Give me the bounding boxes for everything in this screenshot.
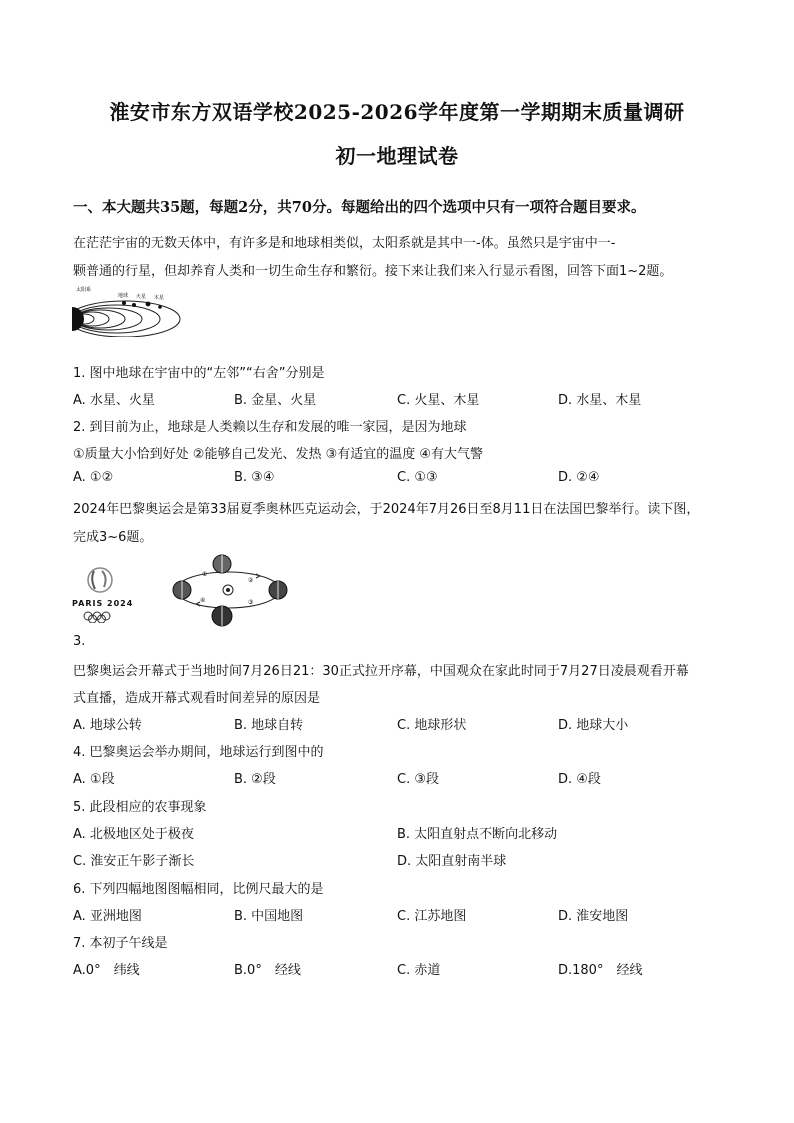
q6-option-a[interactable]: A. 亚洲地图	[73, 909, 142, 924]
q6-option-d[interactable]: D. 淮安地图	[558, 909, 629, 924]
solar-system-figure	[72, 285, 184, 337]
svg-text:②: ②	[248, 577, 254, 584]
q3-line1: 巴黎奥运会开幕式于当地时间7月26日21：30正式拉开序幕，中国观众在家此时同于7月27日凌晨观看开幕	[73, 664, 689, 679]
q1-option-a[interactable]: A. 水星、火星	[73, 393, 155, 408]
q5-option-d[interactable]: D. 太阳直射南半球	[397, 854, 507, 869]
q1-stem: 1. 图中地球在宇宙中的“左邻”“右舍”分别是	[73, 366, 325, 381]
q6-stem: 6. 下列四幅地图图幅相同，比例尺最大的是	[73, 882, 324, 897]
olympic-rings-icon	[82, 611, 122, 623]
q4-option-b[interactable]: B. ②段	[234, 772, 276, 787]
q5-stem: 5. 此段相应的农事现象	[73, 800, 207, 815]
q2-stem: 2. 到目前为止，地球是人类赖以生存和发展的唯一家园，是因为地球	[73, 420, 467, 435]
svg-text:①: ①	[202, 571, 208, 578]
intro1-line2: 颗普通的行星，但却养育人类和一切生命生存和繁衍。接下来让我们来入行显示看图，回答下面1~2题。	[73, 264, 673, 279]
paris-2024-logo	[72, 565, 134, 623]
q1-option-c[interactable]: C. 火星、木星	[397, 393, 480, 408]
q7-option-c[interactable]: C. 赤道	[397, 963, 441, 978]
q2-option-a[interactable]: A. ①②	[73, 470, 114, 485]
q3-line2: 式直播，造成开幕式观看时间差异的原因是	[73, 691, 321, 706]
exam-subtitle: 初一地理试卷	[335, 144, 459, 168]
q3-option-a[interactable]: A. 地球公转	[73, 718, 142, 733]
q7-option-d[interactable]: D.180° 经线	[558, 963, 643, 978]
q3-number: 3.	[73, 634, 86, 649]
label-earth: 地球	[118, 293, 129, 299]
intro2-line2: 完成3~6题。	[73, 530, 153, 545]
q4-option-d[interactable]: D. ④段	[558, 772, 601, 787]
q6-option-b[interactable]: B. 中国地图	[234, 909, 304, 924]
q5-option-b[interactable]: B. 太阳直射点不断向北移动	[397, 827, 558, 842]
sun-shape	[72, 307, 84, 331]
svg-text:③: ③	[248, 599, 254, 606]
label-jupiter: 木星	[154, 295, 165, 301]
q4-option-a[interactable]: A. ①段	[73, 772, 115, 787]
q2-option-b[interactable]: B. ③④	[234, 470, 275, 485]
q5-option-a[interactable]: A. 北极地区处于极夜	[73, 827, 194, 842]
q7-option-b[interactable]: B.0° 经线	[234, 963, 301, 978]
q2-option-d[interactable]: D. ②④	[558, 470, 600, 485]
section-heading: 一、本大题共35题，每题2分，共70分。每题给出的四个选项中只有一项符合题目要求。	[73, 199, 646, 216]
q4-stem: 4. 巴黎奥运会举办期间，地球运行到图中的	[73, 745, 324, 760]
q6-option-c[interactable]: C. 江苏地图	[397, 909, 467, 924]
q3-option-d[interactable]: D. 地球大小	[558, 718, 629, 733]
intro1-line1: 在茫茫宇宙的无数天体中，有许多是和地球相类似，太阳系就是其中一-体。虽然只是宇宙中一-	[73, 236, 616, 251]
q5-option-c[interactable]: C. 淮安正午影子渐长	[73, 854, 195, 869]
q7-option-a[interactable]: A.0° 纬线	[73, 963, 140, 978]
q1-option-d[interactable]: D. 水星、木星	[558, 393, 642, 408]
earth-revolution-diagram	[164, 552, 294, 628]
q3-option-c[interactable]: C. 地球形状	[397, 718, 467, 733]
label-solar-system: 太阳系	[76, 287, 92, 293]
svg-text:④: ④	[200, 597, 206, 604]
q2-option-c[interactable]: C. ①③	[397, 470, 438, 485]
intro2-line1: 2024年巴黎奥运会是第33届夏季奥林匹克运动会，于2024年7月26日至8月11日在法国巴黎举行。读下图，	[73, 502, 700, 517]
q2-conditions: ①质量大小恰到好处 ②能够自己发光、发热 ③有适宜的温度 ④有大气警	[73, 447, 484, 462]
paris-logo-text: PARIS 2024	[72, 599, 134, 608]
q1-option-b[interactable]: B. 金星、火星	[234, 393, 317, 408]
exam-title: 淮安市东方双语学校2025-2026学年度第一学期期末质量调研	[109, 100, 685, 124]
q7-stem: 7. 本初子午线是	[73, 936, 168, 951]
label-mars: 火星	[136, 294, 147, 300]
q3-option-b[interactable]: B. 地球自转	[234, 718, 304, 733]
q4-option-c[interactable]: C. ③段	[397, 772, 439, 787]
